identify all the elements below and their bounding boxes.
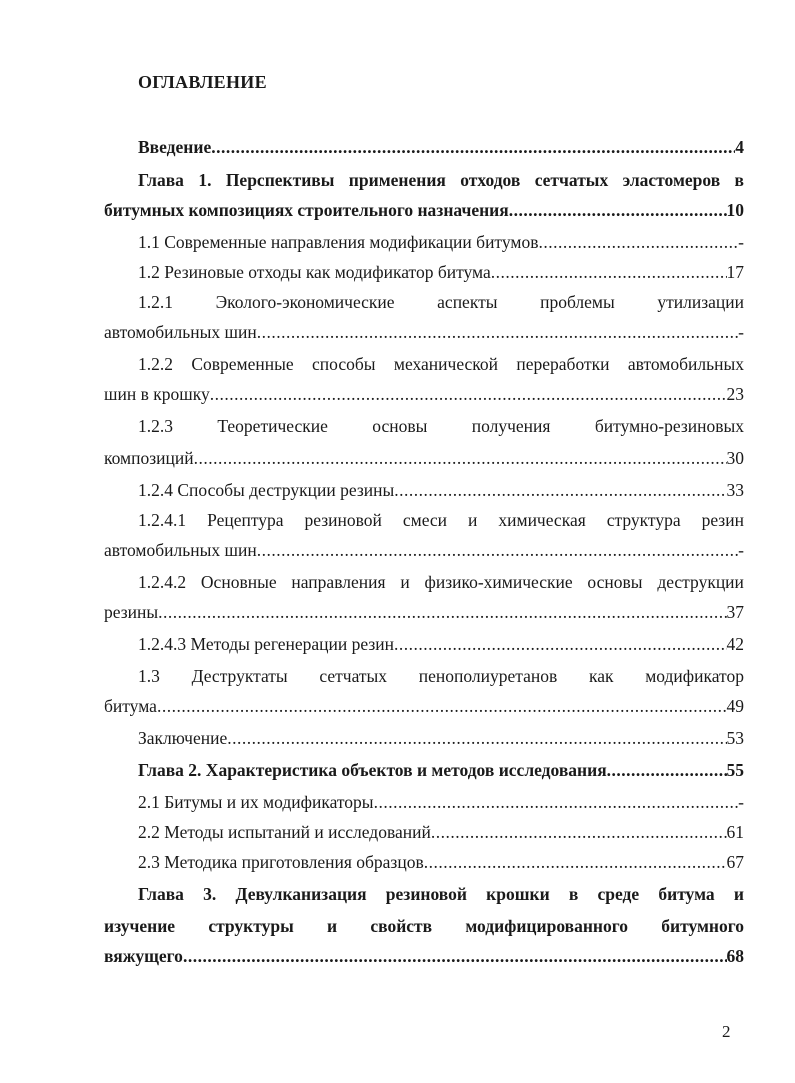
toc-entry-text: 2.3 Методика приготовления образцов [138,852,424,872]
word: крошки [486,884,550,904]
word: битума [658,884,715,904]
leader-dots [491,260,727,284]
toc-page-number: 53 [726,728,744,748]
word: проблемы [540,292,615,312]
leader-dots [158,600,726,624]
leader-dots [157,694,727,718]
word: способы [312,354,376,374]
toc-page-number: 55 [726,760,744,780]
word: Теоретические [217,416,328,436]
word: Глава [138,884,184,904]
word: модификатор [645,666,744,686]
word: и [400,572,410,592]
toc-entry-1-3-line-2[interactable] [104,694,744,718]
word: сетчатых [534,170,609,190]
toc-entry-text: 1.2.4 Способы деструкции резины [138,480,395,500]
toc-page-number: 68 [726,946,744,966]
toc-page-number: 33 [726,480,744,500]
word: в [734,170,744,190]
toc-entry-1-2-4-2-line-2[interactable] [104,600,744,624]
toc-entry-2-2[interactable] [138,820,744,844]
word: физико-химические [424,572,573,592]
word: Современные [191,354,294,374]
toc-entry-1-2-2-line-1[interactable] [138,352,744,376]
word: отходов [460,170,521,190]
word: изучение [104,916,176,936]
word: и [733,884,744,904]
word: 1.3 [138,666,160,686]
word: резиновой [385,884,467,904]
leader-dots [431,820,727,844]
toc-entry-1-3-line-1[interactable] [138,664,744,688]
toc-entry-text: 1.2 Резиновые отходы как модификатор битума [138,262,491,282]
toc-entry-2-3[interactable] [138,850,744,874]
word: среде [597,884,640,904]
leader-dots [424,850,727,874]
toc-page-number: 37 [726,602,744,622]
word: Перспективы [225,170,335,190]
word: 1.2.4.2 [138,572,187,592]
word: и [468,510,478,530]
toc-entry-1-2-3-line-2[interactable] [104,446,744,470]
toc-entry-text: автомобильных шин [104,322,257,342]
leader-dots [211,135,735,159]
word: структура [606,510,681,530]
toc-entry-text: шин в крошку [104,384,210,404]
word: сетчатых [319,666,388,686]
toc-entry-1-2-4-1-line-1[interactable] [138,508,744,532]
word: пенополиуретанов [418,666,558,686]
leader-dots [257,320,738,344]
leader-dots [183,944,727,968]
word: переработки [516,354,610,374]
toc-entry-chapter-1-line-2[interactable] [104,198,744,222]
word: в [568,884,579,904]
word: деструкции [657,572,744,592]
toc-entry-1-2-1-line-2[interactable] [104,320,744,344]
toc-page-number: - [738,232,744,252]
toc-entry-chapter-3-line-3[interactable] [104,944,744,968]
word: битумного [661,916,744,936]
word: резин [701,510,744,530]
toc-entry-1-2-4-2-line-1[interactable] [138,570,744,594]
leader-dots [538,230,738,254]
toc-page-number: 17 [726,262,744,282]
toc-entry-text: Глава 2. Характеристика объектов и методов исследования [138,760,607,780]
toc-entry-1-2-4[interactable] [138,478,744,502]
toc-entry-text: 1.2.4.3 Методы регенерации резин [138,634,395,654]
toc-entry-text: автомобильных шин [104,540,257,560]
word: модифицированного [465,916,629,936]
toc-page-number: 30 [726,448,744,468]
word: аспекты [437,292,498,312]
leader-dots [257,538,738,562]
toc-entry-text: вяжущего [104,946,183,966]
word: резиновой [304,510,382,530]
toc-entry-text: Введение [138,137,212,157]
toc-page-number: - [738,540,744,560]
toc-page-number: 49 [726,696,744,716]
word: битумно-резиновых [594,416,744,436]
toc-page-number: 4 [735,137,744,157]
toc-entry-1-2-4-1-line-2[interactable] [104,538,744,562]
toc-entry-1-2-4-3[interactable] [138,632,744,656]
word: 1.2.2 [138,354,173,374]
word: утилизации [657,292,744,312]
word: 1.2.4.1 [138,510,187,530]
leader-dots [210,382,727,406]
word: механической [393,354,499,374]
leader-dots [374,790,739,814]
word: Основные [200,572,277,592]
toc-page-number: 67 [726,852,744,872]
word: как [588,666,614,686]
toc-entry-chapter-3-line-1[interactable] [138,882,744,906]
toc-entry-chapter-2[interactable] [138,758,744,782]
toc-entry-text: битумных композициях строительного назначения [104,200,509,220]
word: Рецептура [207,510,284,530]
toc-entry-text: резины [104,602,159,622]
word: свойств [370,916,433,936]
word: химическая [498,510,586,530]
word: 1.2.3 [138,416,173,436]
toc-page-number: - [738,322,744,342]
word: 1.2.1 [138,292,173,312]
word: Деструктаты [191,666,288,686]
toc-entry-1-2-1-line-1[interactable] [138,290,744,314]
toc-entry-text: композиций [104,448,194,468]
word: Девулканизация [235,884,367,904]
toc-page-number: 23 [726,384,744,404]
word: Глава [138,170,184,190]
leader-dots [394,632,726,656]
toc-entry-1-2-2-line-2[interactable] [104,382,744,406]
toc-entry-1-1[interactable] [138,230,744,254]
word: Эколого-экономические [215,292,395,312]
toc-entry-text: 2.1 Битумы и их модификаторы [138,792,374,812]
toc-page-number: - [738,792,744,812]
toc-page-number: 10 [726,200,744,220]
toc-page-number: 42 [726,634,744,654]
word: направления [291,572,386,592]
word: получения [471,416,551,436]
word: смеси [402,510,448,530]
toc-entry-2-1[interactable] [138,790,744,814]
word: и [327,916,338,936]
toc-entry-text: 2.2 Методы испытаний и исследований [138,822,431,842]
toc-entry-intro[interactable] [138,135,744,159]
word: эластомеров [622,170,721,190]
word: 1. [198,170,212,190]
word: автомобильных [627,354,744,374]
toc-entry-text: битума [104,696,157,716]
leader-dots [394,478,726,502]
word: основы [587,572,643,592]
word: основы [372,416,428,436]
word: применения [348,170,446,190]
toc-entry-chapter-3-line-2[interactable] [104,914,744,938]
word: структуры [208,916,294,936]
leader-dots [194,446,727,470]
word: 3. [203,884,217,904]
toc-entry-text: 1.1 Современные направления модификации битумов [138,232,539,252]
leader-dots [607,758,727,782]
leader-dots [509,198,727,222]
toc-entry-text: Заключение [138,728,228,748]
toc-entry-1-2-3-line-1[interactable] [138,414,744,438]
toc-entry-conclusion[interactable] [138,726,744,750]
toc-entry-chapter-1-line-1[interactable] [138,168,744,192]
toc-page-number: 61 [726,822,744,842]
page-number: 2 [722,1022,731,1041]
toc-entry-1-2[interactable] [138,260,744,284]
leader-dots [227,726,726,750]
toc-heading: ОГЛАВЛЕНИЕ [138,72,267,92]
